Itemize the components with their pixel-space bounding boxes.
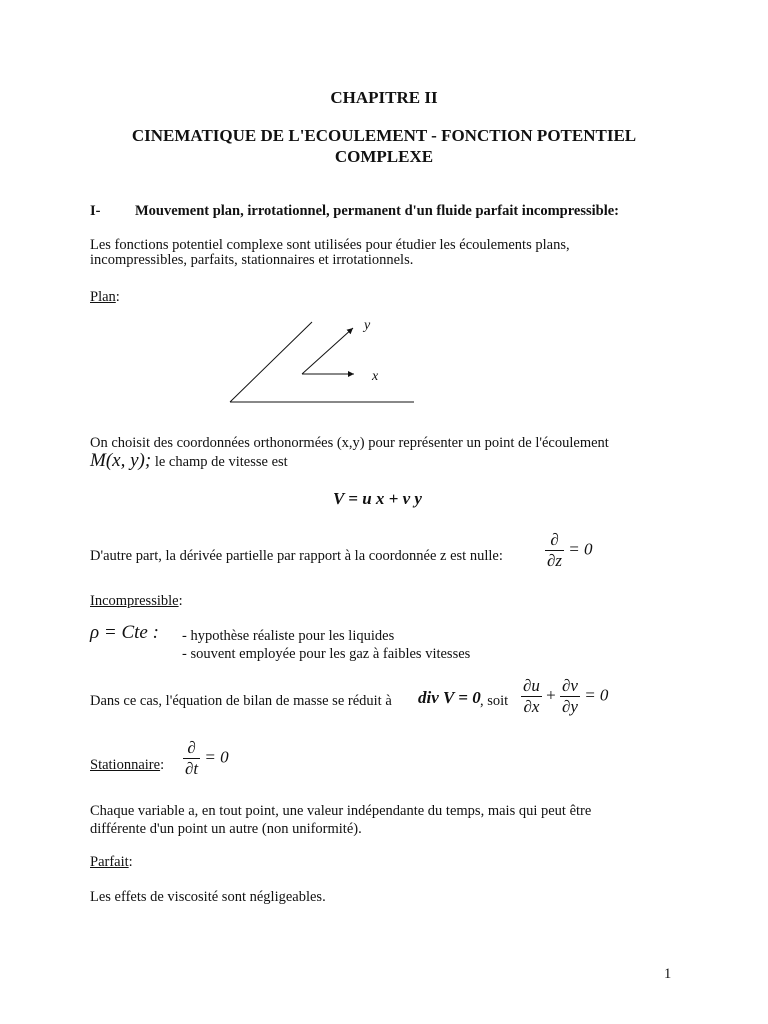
- point-m: M(x, y);: [90, 450, 152, 471]
- stationnaire-label: Stationnaire: [90, 757, 161, 773]
- dv-num: ∂v: [562, 676, 578, 695]
- incompressible-label: Incompressible: [90, 593, 179, 609]
- partial-t-fraction: [183, 738, 200, 779]
- mass-balance-text: Dans ce cas, l'équation de bilan de masse se réduit à: [90, 693, 392, 709]
- x-axis-label: x: [372, 369, 379, 384]
- y-axis-label: y: [364, 318, 371, 333]
- parfait-label: Parfait: [90, 854, 129, 870]
- rho-equation: ρ = Cte :: [90, 622, 159, 643]
- div-equation: div V = 0: [418, 688, 481, 707]
- incompressible-item1: - hypothèse réaliste pour les liquides: [182, 628, 395, 644]
- dv-dy-fraction: [560, 676, 580, 717]
- stationnaire-text-line1: Chaque variable a, en tout point, une valeur indépendante du temps, mais qui peut être: [90, 803, 592, 819]
- parfait-colon: :: [128, 854, 133, 870]
- section-heading: Mouvement plan, irrotationnel, permanent d'un fluide parfait incompressible:: [135, 203, 620, 219]
- plane-diagram: [220, 310, 430, 410]
- partial-z-num: ∂: [550, 530, 559, 549]
- y-axis-arrow: [302, 328, 353, 374]
- coords-line1: On choisit des coordonnées orthonormées (x,y) pour représenter un point de l'écoulement: [90, 435, 609, 451]
- plan-label-wrap: [90, 288, 120, 306]
- stationnaire-label-wrap: [90, 756, 164, 774]
- partial-z-rhs: = 0: [568, 539, 593, 559]
- intro-line2: incompressibles, parfaits, stationnaires et irrotationnels.: [90, 252, 414, 268]
- incompressible-item2: - souvent employée pour les gaz à faibles vitesses: [182, 646, 471, 662]
- partial-t-rhs: = 0: [204, 747, 229, 767]
- partial-z-text: D'autre part, la dérivée partielle par rapport à la coordonnée z est nulle:: [90, 548, 503, 564]
- intro-line1: Les fonctions potentiel complexe sont utilisées pour étudier les écoulements plans,: [90, 237, 570, 253]
- coords-line2: [90, 452, 288, 471]
- parfait-label-wrap: [90, 853, 133, 871]
- plus-sign: +: [546, 685, 556, 705]
- dx-den: ∂x: [523, 697, 540, 716]
- stationnaire-text-line2: différente d'un point un autre (non uniformité).: [90, 821, 362, 837]
- incompressible-colon: :: [178, 593, 183, 609]
- continuity-equation: [521, 676, 608, 717]
- stationnaire-colon: :: [160, 757, 165, 773]
- stationnaire-equation: [183, 738, 229, 779]
- partial-z-equation: [545, 530, 593, 571]
- partial-t-num: ∂: [187, 738, 196, 757]
- mass-balance-soit: , soit: [480, 693, 509, 709]
- dy-den: ∂y: [562, 697, 578, 716]
- parfait-text: Les effets de viscosité sont négligeables.: [90, 889, 326, 905]
- partial-t-den: ∂t: [185, 759, 199, 778]
- section-number: I-: [90, 203, 101, 219]
- partial-z-den: ∂z: [547, 551, 563, 570]
- chapter-title-line1: CINEMATIQUE DE L'ECOULEMENT - FONCTION POTENTIEL: [131, 126, 637, 145]
- coords-line2-rest: le champ de vitesse est: [151, 454, 288, 470]
- plan-label: Plan: [90, 289, 116, 305]
- plan-colon: :: [115, 289, 120, 305]
- du-num: ∂u: [523, 676, 540, 695]
- incompressible-label-wrap: [90, 592, 183, 610]
- continuity-rhs: = 0: [584, 685, 609, 705]
- chapter-title-line2: COMPLEXE: [334, 147, 434, 166]
- partial-z-fraction: [545, 530, 564, 571]
- page-number: 1: [664, 966, 672, 982]
- chapter-label: CHAPITRE II: [330, 88, 438, 107]
- du-dx-fraction: [521, 676, 542, 717]
- velocity-equation: V = u x + v y: [333, 489, 422, 508]
- plane-edge-line: [230, 322, 312, 402]
